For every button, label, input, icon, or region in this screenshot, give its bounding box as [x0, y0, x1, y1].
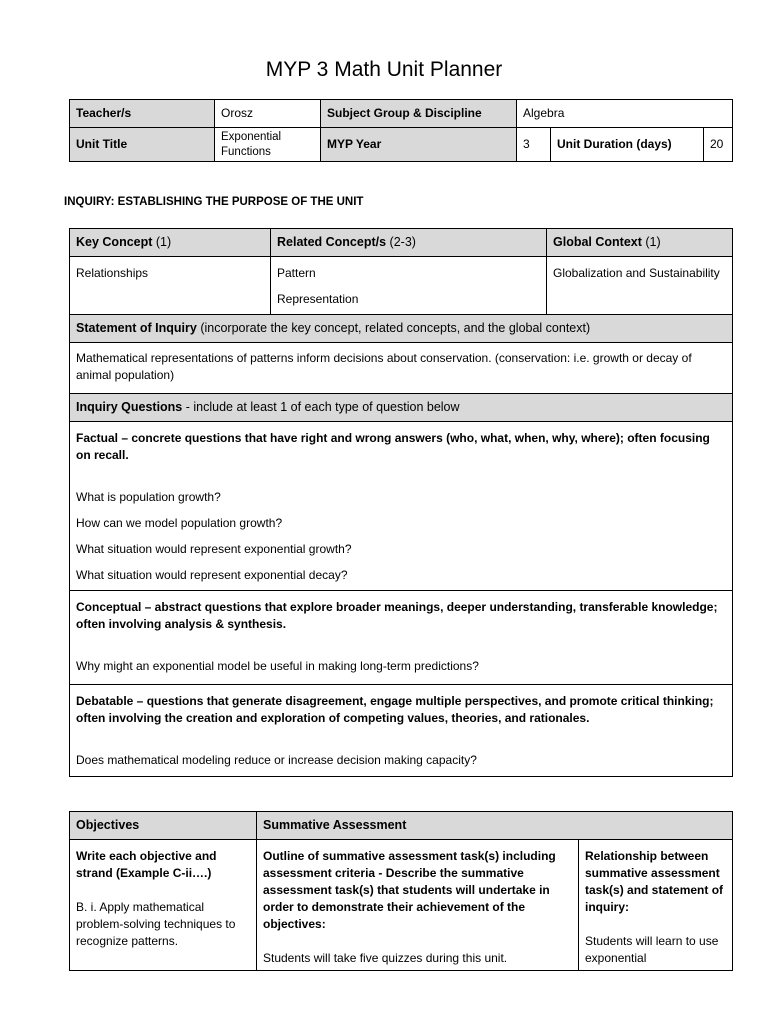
outline-cell — [257, 840, 579, 971]
subject-value: Algebra — [517, 100, 733, 128]
objective-value: B. i. Apply mathematical problem-solving techniques to recognize patterns. — [76, 900, 236, 948]
teacher-label: Teacher/s — [70, 100, 215, 128]
conceptual-questions-cell — [70, 591, 733, 685]
debatable-heading: Debatable – questions that generate disagreement, engage multiple perspectives, and promote critical thinking; often involving the creation and exploration of competing values, theories, and rationales. — [76, 694, 714, 725]
assessment-table — [69, 811, 733, 971]
objective-instruction: Write each objective and strand (Example C-ii….) — [76, 849, 217, 880]
myp-year-value: 3 — [517, 128, 551, 162]
conceptual-heading: Conceptual – abstract questions that explore broader meanings, deeper understanding, transferable knowledge; often involving analysis & synthesis. — [76, 600, 718, 631]
inquiry-heading: INQUIRY: ESTABLISHING THE PURPOSE OF THE UNIT — [64, 196, 364, 208]
page-title: MYP 3 Math Unit Planner — [265, 58, 503, 81]
statement-of-inquiry-header: Statement of Inquiry (incorporate the key concept, related concepts, and the global context) — [70, 315, 733, 343]
related-concepts-value — [271, 257, 547, 315]
teacher-value: Orosz — [215, 100, 321, 128]
factual-question: What is population growth? — [76, 490, 221, 504]
key-concept-value: Relationships — [70, 257, 271, 315]
factual-questions-cell — [70, 422, 733, 591]
duration-label: Unit Duration (days) — [551, 128, 704, 162]
subject-label: Subject Group & Discipline — [321, 100, 517, 128]
unit-title-label: Unit Title — [70, 128, 215, 162]
factual-question: What situation would represent exponential decay? — [76, 568, 348, 582]
statement-of-inquiry-text: Mathematical representations of patterns inform decisions about conservation. (conservation: i.e. growth or decay of animal population) — [70, 343, 733, 394]
inquiry-questions-header: Inquiry Questions - include at least 1 of each type of question below — [70, 394, 733, 422]
duration-value: 20 — [704, 128, 733, 162]
summative-assessment-header: Summative Assessment — [257, 812, 733, 840]
relationship-cell — [579, 840, 733, 971]
factual-question: How can we model population growth? — [76, 516, 283, 530]
conceptual-question: Why might an exponential model be useful in making long-term predictions? — [76, 659, 479, 673]
relationship-instruction: Relationship between summative assessment task(s) and statement of inquiry: — [585, 849, 724, 914]
inquiry-table — [69, 228, 733, 777]
related-concepts-header: Related Concept/s (2-3) — [271, 229, 547, 257]
debatable-questions-cell — [70, 685, 733, 777]
outline-value: Students will take five quizzes during this unit. — [263, 951, 508, 965]
related-concept-1: Pattern — [277, 266, 316, 280]
relationship-value: Students will learn to use exponential — [585, 934, 719, 965]
key-concept-header: Key Concept (1) — [70, 229, 271, 257]
global-context-header: Global Context (1) — [547, 229, 733, 257]
factual-question: What situation would represent exponential growth? — [76, 542, 352, 556]
objectives-header: Objectives — [70, 812, 257, 840]
unit-header-table — [69, 99, 733, 162]
related-concept-2: Representation — [277, 292, 359, 306]
objectives-cell — [70, 840, 257, 971]
global-context-value: Globalization and Sustainability — [547, 257, 733, 315]
outline-instruction: Outline of summative assessment task(s) including assessment criteria - Describe the summative assessment task(s) that students will undertake in order to demonstrate their achievement of the objectives: — [263, 849, 556, 931]
debatable-question: Does mathematical modeling reduce or increase decision making capacity? — [76, 753, 477, 767]
factual-heading: Factual – concrete questions that have right and wrong answers (who, what, when, why, where); often focusing on recall. — [76, 431, 710, 462]
unit-title-value: Exponential Functions — [215, 128, 321, 162]
myp-year-label: MYP Year — [321, 128, 517, 162]
